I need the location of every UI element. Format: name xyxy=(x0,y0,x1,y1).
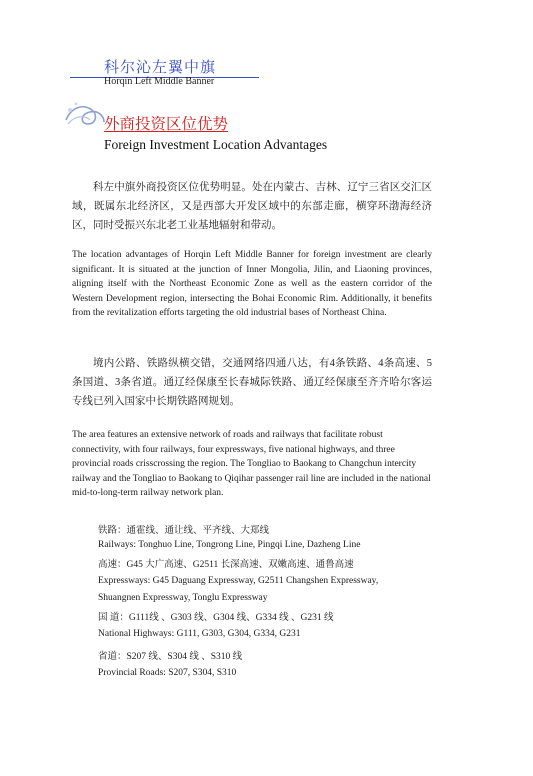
section-title-en: Foreign Investment Location Advantages xyxy=(104,137,328,152)
list-item-provincial-roads xyxy=(98,649,242,682)
list-item-railways xyxy=(98,523,360,554)
list-label-cn: 省道：S207 线、S304 线 、S310 线 xyxy=(98,652,243,662)
list-label-cn: 国 道：G111线 、G303 线、G304 线、G334 线 、G231 线 xyxy=(98,613,334,623)
section-title-cn: 外商投资区位优势 xyxy=(104,116,229,133)
paragraph-en-2: The area features an extensive network of roads and railways that facilitate robust connectivity, with four railways, four expressways, five national highways, and three provincial roads crisscrossing the region. The Tongliao to Baokang to Changchun intercity railway and the Tongliao to Baokang to Qiqihar passenger rail line are included in the national mid-to-long-term railway network plan. xyxy=(72,430,431,499)
list-item-national-highways xyxy=(98,610,333,643)
list-label-en: National Highways: G111, G303, G304, G334, G231 xyxy=(98,629,301,639)
header-title: 科尔沁左翼中旗 xyxy=(104,60,217,76)
list-label-en: Railways: Tonghuo Line, Tongrong Line, Pingqi Line, Dazheng Line xyxy=(98,540,361,550)
list-label-en: Provincial Roads: S207, S304, S310 xyxy=(98,668,237,678)
list-item-expressways xyxy=(98,557,378,607)
list-label-cn: 高速：G45 大广高速、G2511 长深高速、双嫩高速、通鲁高速 xyxy=(98,560,354,570)
ribbon-swirl-icon xyxy=(62,98,106,132)
paragraph-cn-2: 境内公路、铁路纵横交错，交通网络四通八达，有4条铁路、4条高速、5条国道、3条省道。通辽经保康至长春城际铁路、通辽经保康至齐齐哈尔客运专线已列入国家中长期铁路网规划。 xyxy=(72,358,432,407)
list-label-en: Expressways: G45 Daguang Expressway, G2511 Changshen Expressway, xyxy=(98,576,379,586)
list-label-cn: 铁路：通霍线、通让线、平齐线、大郑线 xyxy=(98,526,270,536)
paragraph-cn-1: 科左中旗外商投资区位优势明显。处在内蒙古、吉林、辽宁三省区交汇区域，既属东北经济区，又是西部大开发区域中的东部走廊，横穿环渤海经济区，同时受振兴东北老工业基地辐射和带动。 xyxy=(72,182,432,231)
paragraph-en-1: The location advantages of Horqin Left Middle Banner for foreign investment are clearly significant. It is situated at the junction of Inner Mongolia, Jilin, and Liaoning provinces, aligning itself with the Northeast Economic Zone as well as the eastern corridor of the Western Development region, intersecting the Bohai Economic Rim. Additionally, it benefits from the revitalization efforts targeting the old industrial bases of Northeast China. xyxy=(72,250,432,319)
list-label-en-continued: Shuangnen Expressway, Tonglu Expressway xyxy=(98,593,268,603)
header-subtitle: Horqin Left Middle Banner xyxy=(104,76,215,87)
